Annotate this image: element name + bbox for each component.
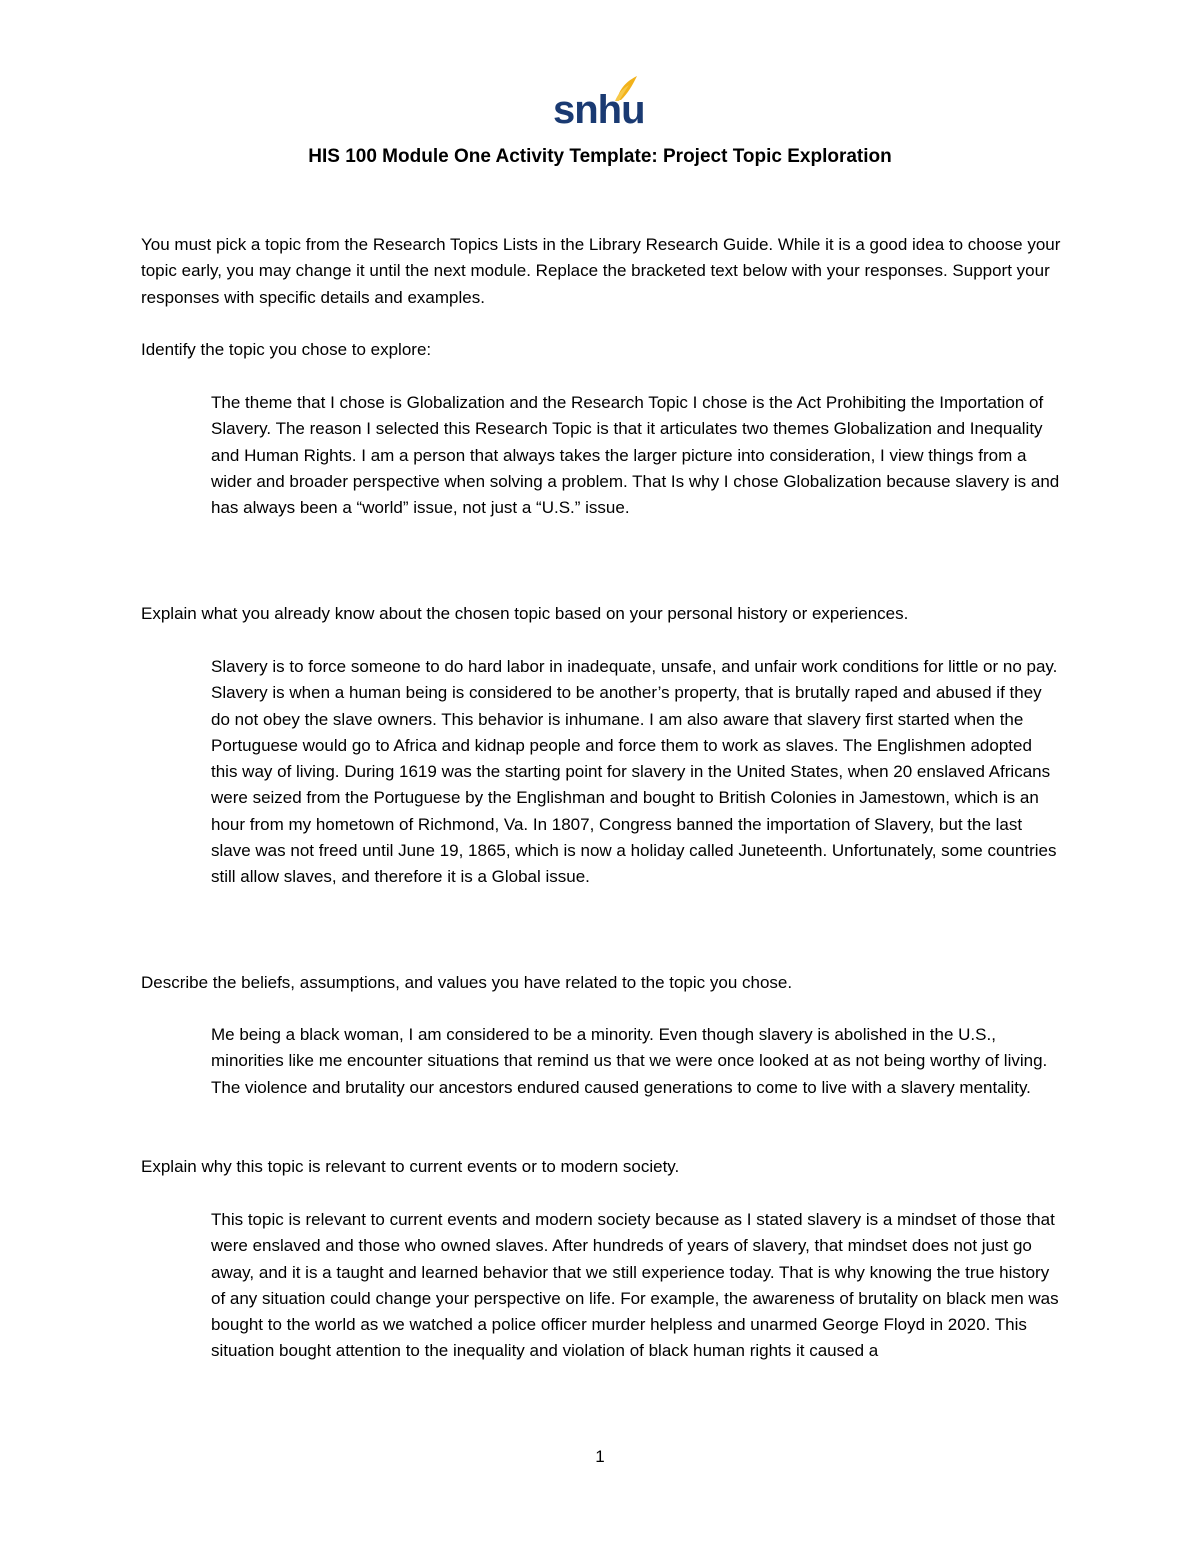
section-answer: Me being a black woman, I am considered to be a minority. Even though slavery is abolished in the U.S., minorities like me encounter situations that remind us that we were once looked at as not being worthy of living. The violence and brutality our ancestors endured caused generations to come to live with a slavery mentality. [211, 1025, 1048, 1097]
section-answer: Slavery is to force someone to do hard labor in inadequate, unsafe, and unfair work conditions for little or no pay. Slavery is when a human being is considered to be another’s property, that is brutally raped and abused if they do not obey the slave owners. This behavior is inhumane. I am also aware that slavery first started when the Portuguese would go to Africa and kidnap people and force them to work as slaves. The Englishmen adopted this way of living. During 1619 was the starting point for slavery in the United States, when 20 enslaved Africans were seized from the Portuguese by the Englishman and bought to British Colonies in Jamestown, which is an hour from my hometown of Richmond, Va. In 1807, Congress banned the importation of Slavery, but the last slave was not freed until June 19, 1865, which is now a holiday called Juneteenth. Unfortunately, some countries still allow slaves, and therefore it is a Global issue. [211, 657, 1058, 887]
section-answer: The theme that I chose is Globalization and the Research Topic I chose is the Act Prohibiting the Importation of Slavery. The reason I selected this Research Topic is that it articulates two themes Globalization and Inequality and Human Rights. I am a person that always takes the larger picture into consideration, I view things from a wider and broader perspective when solving a problem. That Is why I chose Globalization because slavery is and has always been a “world” issue, not just a “U.S.” issue. [211, 393, 1060, 518]
section-prompt: Explain what you already know about the chosen topic based on your personal history or experiences. [141, 604, 909, 623]
section-prompt: Identify the topic you chose to explore: [141, 340, 432, 359]
page-number: 1 [595, 1447, 605, 1466]
snhu-logo [553, 74, 643, 134]
section-answer: This topic is relevant to current events and modern society because as I stated slavery is a mindset of those that were enslaved and those who owned slaves. After hundreds of years of slavery, that mindset does not just go away, and it is a taught and learned behavior that we still experience today. That is why knowing the true history of any situation could change your perspective on life. For example, the awareness of brutality on black men was bought to the world as we watched a police officer murder helpless and unarmed George Floyd in 2020. This situation bought attention to the inequality and violation of black human rights it caused a [211, 1210, 1059, 1361]
section-prompt: Describe the beliefs, assumptions, and values you have related to the topic you chose. [141, 973, 793, 992]
logo-text: snhu [553, 88, 645, 132]
intro-paragraph: You must pick a topic from the Research Topics Lists in the Library Research Guide. While it is a good idea to choose your topic early, you may change it until the next module. Replace the bracketed text below with your responses. Support your responses with specific details and examples. [141, 235, 1061, 307]
document-title: HIS 100 Module One Activity Template: Project Topic Exploration [308, 146, 892, 167]
section-prompt: Explain why this topic is relevant to current events or to modern society. [141, 1157, 680, 1176]
